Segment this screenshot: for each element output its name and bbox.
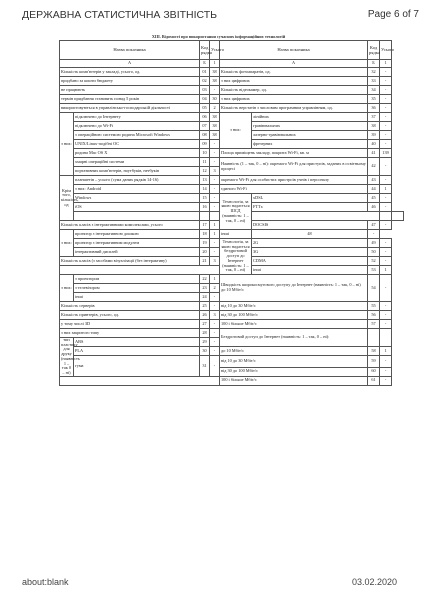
- row-value: -: [380, 176, 392, 185]
- indicator-name: з проектором: [74, 275, 200, 284]
- row-code: 10: [200, 149, 210, 158]
- indicator-name: лазерно-гравіювальних: [252, 131, 368, 140]
- indicator-name: 2G: [252, 239, 368, 248]
- statistics-table: [59, 40, 404, 386]
- table-row: [60, 275, 404, 284]
- indicator-name: з операційною системою родина Microsoft Windows: [74, 131, 200, 140]
- group-label: з них:: [60, 275, 74, 302]
- row-code: 08: [200, 131, 210, 140]
- row-value: -: [380, 302, 392, 311]
- row-code: 24: [200, 293, 210, 302]
- row-code: 33: [368, 77, 380, 86]
- row-code: 42: [368, 158, 380, 176]
- indicator-name: Кількість відеокамер, од.: [220, 86, 368, 95]
- row-code: 44: [368, 185, 380, 194]
- table-row: [60, 376, 404, 385]
- indicator-name: Швидкість широкосмугового доступу до Інтернет (наявність: 1 – так, 0 – ні) до 10 Мбіт/с: [220, 275, 368, 302]
- group-label: Технологія, за якою надається бездротовий доступ до Інтернет (наявність: 1 – так, 0 – ні): [220, 239, 252, 275]
- indicator-name: єдиного Wi-Fi: [220, 185, 368, 194]
- group-label: з них:: [220, 113, 252, 149]
- indicator-name: Кількість класів (з засобами візуалізації (без інтерактиву): [60, 257, 200, 266]
- indicator-name: підключено до Інтернету: [74, 113, 200, 122]
- table-row: [60, 104, 404, 113]
- row-code: 45: [368, 194, 380, 203]
- row-code: 09: [200, 140, 210, 149]
- abc-b-left: Б: [200, 60, 210, 68]
- indicator-name: хмарні операційні системи: [74, 158, 200, 167]
- table-row: [60, 86, 404, 95]
- row-value: 1: [210, 275, 220, 284]
- table-row: [60, 329, 404, 338]
- row-value: -: [210, 320, 220, 329]
- row-code: 28: [200, 329, 210, 338]
- section-title: XIII. Відомості про використання сучасних інформаційних технологій: [151, 34, 286, 39]
- row-value: 2: [210, 104, 220, 113]
- indicator-name: інші: [252, 266, 368, 275]
- row-value: -: [368, 230, 380, 239]
- group-label: з них:: [60, 230, 74, 257]
- row-value: 38: [210, 113, 220, 122]
- row-code: 53: [368, 266, 380, 275]
- table-row: [60, 356, 404, 368]
- header-code-left: Код рядка: [200, 41, 210, 60]
- table-row: [60, 347, 404, 356]
- indicator-name: планшетів – усього (сума даних рядків 14-16): [74, 176, 200, 185]
- indicator-name: портативних комп'ютерів, ноутбуків, нетбуків: [74, 167, 200, 176]
- row-value: -: [380, 275, 392, 302]
- row-value: -: [210, 203, 220, 212]
- indicator-name: DOCSIS: [252, 221, 368, 230]
- indicator-name: від 30 до 100 Мбіт/с: [220, 367, 368, 376]
- row-value: -: [210, 176, 220, 185]
- row-code: 36: [368, 104, 380, 113]
- page-indicator: Page 6 of 7: [367, 9, 419, 20]
- indicator-name: інші: [220, 230, 252, 239]
- indicator-name: UNIX/Linux-подібні ОС: [74, 140, 200, 149]
- row-value: -: [380, 158, 392, 176]
- row-code: 01: [200, 68, 210, 77]
- row-value: -: [380, 203, 392, 212]
- empty-cell: [210, 212, 220, 221]
- indicator-name: з них цифрових: [220, 95, 368, 104]
- row-value: -: [380, 320, 392, 329]
- indicator-name: родина Mac OS X: [74, 149, 200, 158]
- row-value: 38: [210, 68, 220, 77]
- row-value: -: [380, 376, 392, 385]
- table-row: [60, 230, 404, 239]
- indicator-name: Бездротовий доступ до Інтернет (наявність: 1 – так, 0 – ні):: [220, 329, 368, 347]
- row-value: -: [380, 221, 392, 230]
- abc-a-right: А: [220, 60, 368, 68]
- indicator-name: Кількість фотоапаратів, од.: [220, 68, 368, 77]
- indicator-name: CDMA: [252, 257, 368, 266]
- row-value: 1: [380, 266, 392, 275]
- row-value: 38: [210, 131, 220, 140]
- row-code: 32: [368, 68, 380, 77]
- row-code: 29: [200, 338, 210, 347]
- row-code: 39: [368, 131, 380, 140]
- row-code: 47: [368, 221, 380, 230]
- indicator-name: Кількість комп'ютерів у закладі, усього, од.: [60, 68, 200, 77]
- indicator-name: до 10 Мбіт/с: [220, 347, 368, 356]
- row-code: 48: [252, 230, 368, 239]
- row-value: -: [380, 95, 392, 104]
- indicator-name: 100 і більше Мбіт/с: [220, 376, 368, 385]
- indicator-name: лінійних: [252, 113, 368, 122]
- row-value: -: [210, 194, 220, 203]
- row-code: 11: [200, 158, 210, 167]
- row-value: -: [210, 158, 220, 167]
- indicator-name: з телевізором: [74, 284, 200, 293]
- indicator-name: фрезерних: [252, 140, 368, 149]
- row-code: 50: [368, 248, 380, 257]
- row-code: 40: [368, 140, 380, 149]
- row-code: 41: [368, 149, 380, 158]
- indicator-name: гума: [74, 356, 200, 377]
- row-value: -: [380, 356, 392, 368]
- row-value: -: [210, 338, 220, 347]
- row-code: 49: [368, 239, 380, 248]
- table-row: [60, 77, 404, 86]
- empty-cell: [252, 212, 380, 221]
- row-value: -: [380, 86, 392, 95]
- indicator-name: від 10 до 30 Мбіт/с: [220, 302, 368, 311]
- row-code: 06: [200, 113, 210, 122]
- header-name-left: Назва показника: [60, 41, 200, 60]
- indicator-name: інтерактивний дисплей: [74, 248, 200, 257]
- footer-url: about:blank: [22, 577, 69, 587]
- indicator-name: придбано за кошти бюджету: [60, 77, 200, 86]
- row-value: -: [380, 257, 392, 266]
- indicator-name: iOS: [74, 203, 200, 212]
- report-title: ДЕРЖАВНА СТАТИСТИЧНА ЗВІТНІСТЬ: [22, 9, 218, 21]
- row-code: 56: [368, 311, 380, 320]
- row-value: -: [380, 104, 392, 113]
- empty-cell: [392, 212, 404, 221]
- header-name-right: Назва показника: [220, 41, 368, 60]
- row-code: 46: [368, 203, 380, 212]
- row-value: 30: [210, 95, 220, 104]
- abc-1-right: 1: [380, 60, 392, 68]
- table-row: [60, 68, 404, 77]
- row-code: 14: [200, 185, 210, 194]
- indicator-name: 3G: [252, 248, 368, 257]
- table-row: [60, 149, 404, 158]
- row-value: 1: [380, 347, 392, 356]
- row-value: 38: [210, 77, 220, 86]
- group-label: з них:: [60, 113, 74, 176]
- table-row: [60, 185, 404, 194]
- table-row: [60, 113, 404, 122]
- row-code: 02: [200, 77, 210, 86]
- row-value: -: [210, 248, 220, 257]
- indicator-name: xDSL: [252, 194, 368, 203]
- row-value: -: [380, 122, 392, 131]
- indicator-name: інші: [74, 293, 200, 302]
- empty-cell: [74, 212, 200, 221]
- row-value: 3: [210, 311, 220, 320]
- table-row: [60, 320, 404, 329]
- row-value: 1: [210, 221, 220, 230]
- table-header-row: [60, 41, 404, 60]
- indicator-name: 100 і більше Мбіт/с: [220, 320, 368, 329]
- row-value: -: [210, 302, 220, 311]
- row-code: [368, 329, 380, 347]
- row-code: 43: [368, 176, 380, 185]
- row-value: -: [380, 311, 392, 320]
- table-row: [60, 194, 404, 203]
- row-code: 58: [368, 347, 380, 356]
- indicator-name: від 10 до 30 Мбіт/с: [220, 356, 368, 368]
- indicator-name: Кількість принтерів, усього, од.: [60, 311, 200, 320]
- row-value: -: [210, 140, 220, 149]
- row-value: 1: [210, 230, 220, 239]
- empty-cell: [60, 376, 220, 385]
- indicator-name: Площа приміщень закладу, покрита Wi-Fi, кв. м: [220, 149, 368, 158]
- indicator-name: FTTx: [252, 203, 368, 212]
- row-code: 22: [200, 275, 210, 284]
- row-value: 38: [210, 122, 220, 131]
- header-code-right: Код рядка: [368, 41, 380, 60]
- row-value: -: [210, 239, 220, 248]
- row-code: 16: [200, 203, 210, 212]
- row-value: 1: [380, 185, 392, 194]
- indicator-name: використовуються в управлінсько-господарській діяльності: [60, 104, 200, 113]
- row-value: -: [380, 194, 392, 203]
- indicator-name: від 30 до 100 Мбіт/с: [220, 311, 368, 320]
- row-value: -: [380, 113, 392, 122]
- table-row: [60, 302, 404, 311]
- row-code: 27: [200, 320, 210, 329]
- row-code: 19: [200, 239, 210, 248]
- indicator-name: проектор з інтерактивним модулем: [74, 239, 200, 248]
- indicator-name: Windows: [74, 194, 200, 203]
- row-value: 139: [380, 149, 392, 158]
- abc-1-left: 1: [210, 60, 220, 68]
- row-code: 37: [368, 113, 380, 122]
- row-code: 59: [368, 356, 380, 368]
- row-code: 03: [200, 86, 210, 95]
- row-code: 35: [368, 95, 380, 104]
- row-code: 26: [200, 311, 210, 320]
- row-code: 17: [200, 221, 210, 230]
- table-row: [60, 311, 404, 320]
- row-code: 38: [368, 122, 380, 131]
- table-row: [60, 95, 404, 104]
- row-code: 07: [200, 122, 210, 131]
- indicator-name: у тому числі 3D: [60, 320, 200, 329]
- indicator-name: проектор з інтерактивною дошкою: [74, 230, 200, 239]
- row-code: 34: [368, 86, 380, 95]
- indicator-name: окремого Wi-Fi для особистих пристроїв учнів і персоналу: [220, 176, 368, 185]
- group-label: тип пластику для друку (наявність 1 – так 0 – ні): [61, 337, 80, 376]
- table-abc-row: [60, 60, 404, 68]
- table-row: [60, 176, 404, 185]
- empty-cell: [380, 212, 392, 221]
- indicator-name: ABS: [74, 338, 200, 347]
- indicator-name: підключено до Wi-Fi: [74, 122, 200, 131]
- row-code: 55: [368, 302, 380, 311]
- abc-a-left: А: [60, 60, 200, 68]
- row-value: -: [210, 86, 220, 95]
- row-value: -: [380, 239, 392, 248]
- indicator-name: PLA: [74, 347, 200, 356]
- row-code: 12: [200, 167, 210, 176]
- table-row: [60, 239, 404, 248]
- group-label: Технологія, за якою надається ШСД (наявність: 1 – так, 0 – ні): [220, 194, 252, 230]
- indicator-name: Наявність (1 – так, 0 – ні): окремого Wi-Fi для приступів, заданих в освітньому процесі: [220, 158, 368, 176]
- row-code: 30: [200, 347, 210, 356]
- indicator-name: з них: Android: [74, 185, 200, 194]
- row-value: -: [210, 293, 220, 302]
- row-value: -: [210, 149, 220, 158]
- row-value: -: [380, 68, 392, 77]
- indicator-name: з них закритого типу: [60, 329, 200, 338]
- row-code: 15: [200, 194, 210, 203]
- table-row: [60, 158, 404, 167]
- row-code: 21: [200, 257, 210, 266]
- row-value: 3: [210, 167, 220, 176]
- row-code: 20: [200, 248, 210, 257]
- row-value: -: [380, 131, 392, 140]
- row-value: -: [380, 248, 392, 257]
- row-code: 52: [368, 257, 380, 266]
- indicator-name: Кількість серверів: [60, 302, 200, 311]
- indicator-name: гравіювальних: [252, 122, 368, 131]
- indicator-name: термін придбання становить понад 5 років: [60, 95, 200, 104]
- indicator-name: з них цифрових: [220, 77, 368, 86]
- row-value: -: [380, 77, 392, 86]
- footer-date: 03.02.2020: [351, 577, 397, 587]
- row-value: -: [380, 140, 392, 149]
- row-code: 04: [200, 95, 210, 104]
- row-code: 61: [368, 376, 380, 385]
- group-label: Крім того, кількість, од: [60, 176, 74, 221]
- header-value-left: Усього: [210, 41, 220, 60]
- row-code: 57: [368, 320, 380, 329]
- row-value: 3: [210, 257, 220, 266]
- row-code: 60: [368, 367, 380, 376]
- indicator-name: Кількість класів з інтерактивними комплексами, усього: [60, 221, 200, 230]
- header-value-right: Усього: [380, 41, 392, 60]
- abc-b-right: Б: [368, 60, 380, 68]
- indicator-name: не працюють: [60, 86, 200, 95]
- row-code: 13: [200, 176, 210, 185]
- empty-cell: [200, 212, 210, 221]
- row-code: 25: [200, 302, 210, 311]
- row-value: -: [380, 367, 392, 376]
- row-code: 05: [200, 104, 210, 113]
- indicator-name: Кількість верстатів з числовим програмним управлінням, од.: [220, 104, 368, 113]
- row-value: -: [210, 329, 220, 338]
- row-code: 31: [200, 356, 210, 377]
- row-value: -: [210, 356, 220, 377]
- empty-cell: [60, 266, 220, 275]
- row-value: 2: [210, 284, 220, 293]
- row-value: -: [210, 347, 220, 356]
- row-value: -: [210, 185, 220, 194]
- row-code: 23: [200, 284, 210, 293]
- row-code: 54: [368, 275, 380, 302]
- row-value: [380, 329, 392, 347]
- row-code: 18: [200, 230, 210, 239]
